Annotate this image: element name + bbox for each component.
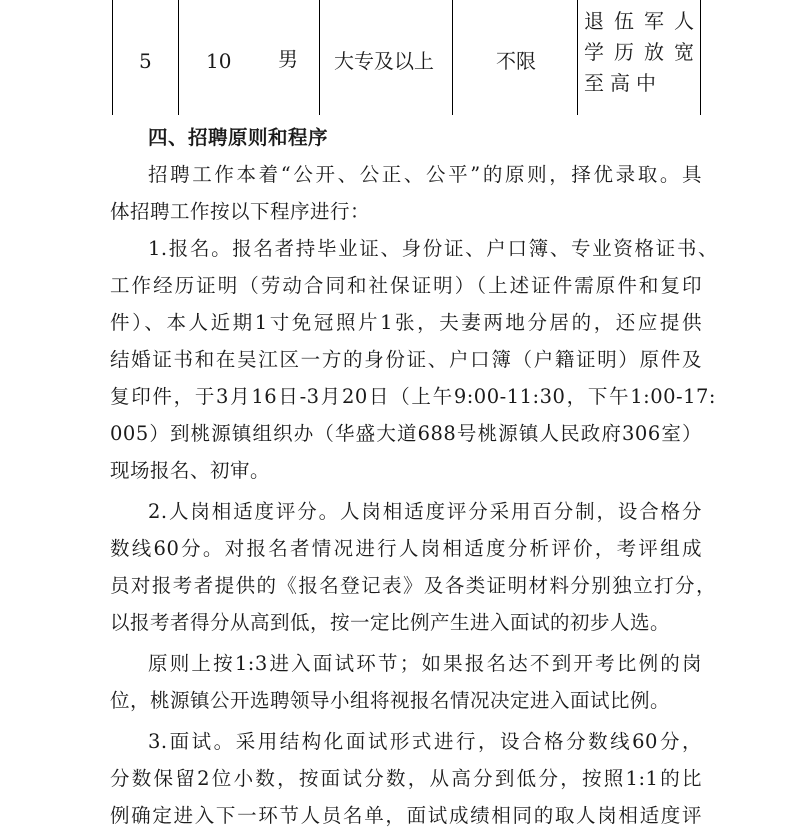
table-cell-count: 10 [206, 49, 232, 73]
table-border [577, 0, 578, 115]
paragraph-line: 体招聘工作按以下程序进行： [110, 200, 371, 223]
table-border [112, 0, 113, 115]
remark-line: 学历放宽 [584, 40, 700, 64]
paragraph-line: 3.面试。采用结构化面试形式进行，设合格分数线60分， [148, 730, 702, 753]
paragraph-line: 以报考者得分从高到低，按一定比例产生进入面试的初步人选。 [110, 611, 671, 634]
remark-line: 至高中 [584, 71, 662, 95]
paragraph-line: 员对报考者提供的《报名登记表》及各类证明材料分别独立打分， [110, 574, 716, 597]
paragraph-line: 件）、本人近期1寸免冠照片1张，夫妻两地分居的，还应提供 [110, 311, 702, 334]
paragraph-line: 分数保留2位小数，按面试分数，从高分到低分，按照1:1的比 [110, 767, 702, 790]
paragraph-line: 结婚证书和在吴江区一方的身份证、户口簿（户籍证明）原件及 [110, 348, 702, 371]
table-border [178, 0, 179, 115]
table-border [319, 0, 320, 115]
paragraph-line: 工作经历证明（劳动合同和社保证明）（上述证件需原件和复印 [110, 274, 702, 297]
paragraph-line: 原则上按1:3进入面试环节；如果报名达不到开考比例的岗 [148, 652, 702, 675]
recruitment-table-row [0, 0, 800, 115]
table-cell-index: 5 [139, 49, 152, 73]
table-cell-education: 大专及以上 [334, 49, 434, 73]
table-border [452, 0, 453, 115]
paragraph-line: 复印件，于3月16日-3月20日（上午9:00-11:30，下午1:00-17: [110, 385, 716, 408]
table-border [700, 0, 701, 115]
paragraph-line: 招聘工作本着“公开、公正、公平”的原则，择优录取。具 [148, 163, 702, 186]
paragraph-line: 现场报名、初审。 [110, 459, 271, 482]
paragraph-line: 例确定进入下一环节人员名单，面试成绩相同的取人岗相适度评 [110, 804, 702, 827]
paragraph-line: 位，桃源镇公开选聘领导小组将视报名情况决定进入面试比例。 [110, 689, 671, 712]
table-cell-major: 不限 [496, 49, 536, 73]
paragraph-line: 005）到桃源镇组织办（华盛大道688号桃源镇人民政府306室） [110, 422, 702, 445]
paragraph-line: 数线60分。对报名者情况进行人岗相适度分析评价，考评组成 [110, 537, 702, 560]
table-cell-remark [584, 6, 700, 99]
paragraph-line: 2.人岗相适度评分。人岗相适度评分采用百分制，设合格分 [148, 500, 702, 523]
remark-line: 退伍军人 [584, 9, 700, 33]
section-heading: 四、招聘原则和程序 [148, 126, 329, 149]
paragraph-line: 1.报名。报名者持毕业证、身份证、户口簿、专业资格证书、 [148, 237, 718, 260]
table-cell-gender: 男 [278, 47, 298, 71]
